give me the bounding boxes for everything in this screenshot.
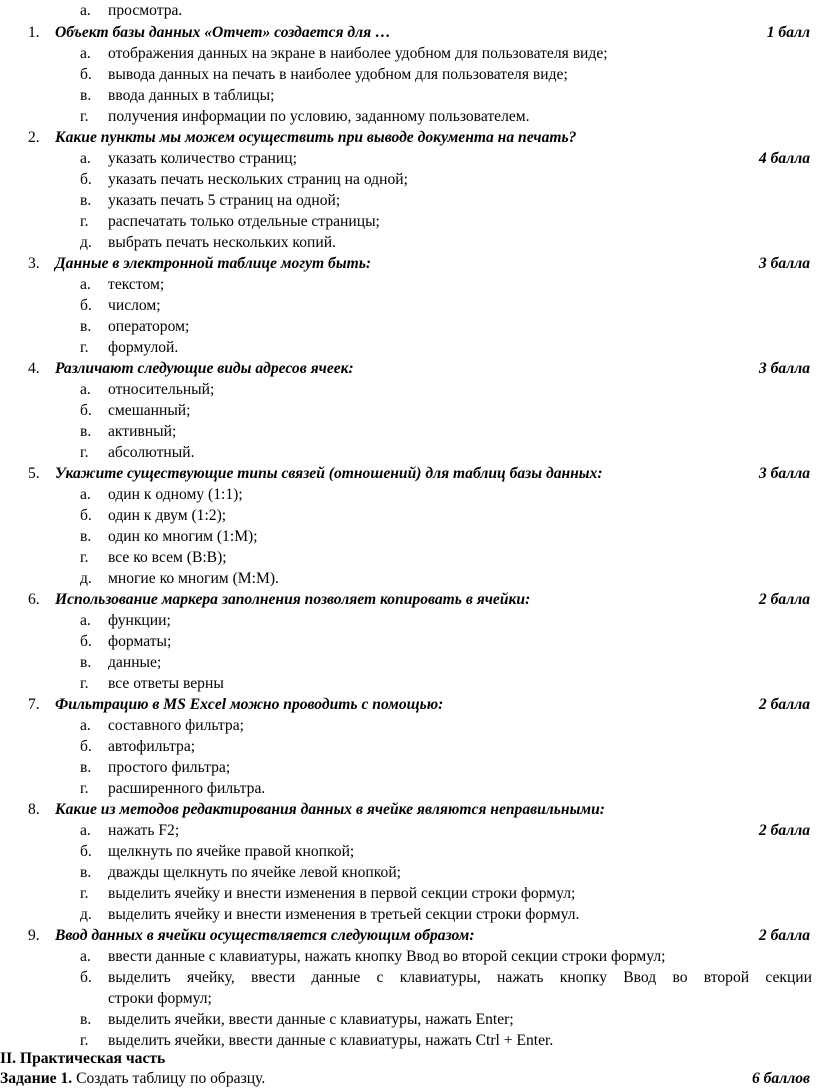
question-number: 7. bbox=[28, 696, 40, 713]
question-number: 1. bbox=[28, 24, 40, 41]
list-item bbox=[0, 526, 816, 547]
question-text: Фильтрацию в MS Excel можно проводить с помощью: bbox=[55, 696, 444, 713]
option-marker: б. bbox=[80, 969, 92, 986]
option-text: отображения данных на экране в наиболее удобном для пользователя виде; bbox=[108, 45, 608, 62]
option-text: все ко всем (В:В); bbox=[108, 549, 227, 566]
list-item bbox=[0, 190, 816, 211]
section-title: II. Практическая часть bbox=[0, 1050, 166, 1067]
list-item bbox=[0, 64, 816, 85]
list-item bbox=[0, 946, 816, 967]
option-marker: г. bbox=[80, 675, 89, 692]
option-text: многие ко многим (М:М). bbox=[108, 570, 279, 587]
list-item bbox=[0, 547, 816, 568]
list-item bbox=[0, 337, 816, 358]
option-text: формулой. bbox=[108, 339, 179, 356]
option-marker: г. bbox=[80, 339, 89, 356]
option-marker: в. bbox=[80, 759, 92, 776]
question-points: 2 балла bbox=[758, 822, 810, 839]
option-marker: а. bbox=[80, 822, 91, 839]
option-text: строки формул; bbox=[108, 990, 212, 1007]
option-marker: д. bbox=[80, 234, 92, 251]
list-item bbox=[0, 316, 816, 337]
option-marker: а. bbox=[80, 948, 91, 965]
option-marker: б. bbox=[80, 66, 92, 83]
question-number: 6. bbox=[28, 591, 40, 608]
option-marker: г. bbox=[80, 549, 89, 566]
question-6 bbox=[0, 589, 816, 610]
list-item bbox=[0, 757, 816, 778]
task-points: 6 баллов bbox=[751, 1070, 810, 1087]
question-text: Данные в электронной таблице могут быть: bbox=[55, 255, 372, 272]
option-marker: а. bbox=[80, 486, 91, 503]
list-item bbox=[0, 610, 816, 631]
list-item bbox=[0, 106, 816, 127]
option-text: ввести данные с клавиатуры, нажать кнопку Ввод во второй секции строки формул; bbox=[108, 948, 666, 965]
list-item bbox=[0, 631, 816, 652]
list-item bbox=[0, 736, 816, 757]
question-number: 5. bbox=[28, 465, 40, 482]
question-text: Какие пункты мы можем осуществить при выводе документа на печать? bbox=[55, 129, 577, 146]
question-points: 2 балла bbox=[758, 591, 810, 608]
option-text: получения информации по условию, заданному пользователем. bbox=[108, 108, 530, 125]
option-marker: в. bbox=[80, 654, 92, 671]
option-text: простого фильтра; bbox=[108, 759, 231, 776]
list-item bbox=[0, 421, 816, 442]
list-item bbox=[0, 442, 816, 463]
option-marker: в. bbox=[80, 87, 92, 104]
option-text: вывода данных на печать в наиболее удобном для пользователя виде; bbox=[108, 66, 568, 83]
option-marker: д. bbox=[80, 906, 92, 923]
option-text: числом; bbox=[108, 297, 161, 314]
option-text: форматы; bbox=[108, 633, 172, 650]
option-marker: в. bbox=[80, 1011, 92, 1028]
question-points: 1 балл bbox=[766, 24, 810, 41]
question-text: Объект базы данных «Отчет» создается для … bbox=[55, 24, 391, 41]
option-marker: д. bbox=[80, 570, 92, 587]
option-text: выбрать печать нескольких копий. bbox=[108, 234, 336, 251]
question-points: 2 балла bbox=[758, 927, 810, 944]
question-points: 3 балла bbox=[758, 255, 810, 272]
option-text: выделить ячейку и внести изменения в третьей секции строки формул. bbox=[108, 906, 580, 923]
list-item bbox=[0, 568, 816, 589]
option-marker: г. bbox=[80, 1032, 89, 1049]
option-marker: б. bbox=[80, 297, 92, 314]
section-heading bbox=[0, 1048, 816, 1069]
option-text: текстом; bbox=[108, 276, 165, 293]
option-marker: а. bbox=[80, 381, 91, 398]
option-marker: б. bbox=[80, 843, 92, 860]
list-item bbox=[0, 43, 816, 64]
option-text: смешанный; bbox=[108, 402, 191, 419]
option-marker: а. bbox=[80, 717, 91, 734]
question-text: Различают следующие виды адресов ячеек: bbox=[55, 360, 354, 377]
question-3 bbox=[0, 253, 816, 274]
question-1 bbox=[0, 22, 816, 43]
option-text: выделить ячейку, ввести данные с клавиатуры, нажать кнопку Ввод во второй секции bbox=[108, 969, 812, 986]
option-marker: г. bbox=[80, 780, 89, 797]
list-item bbox=[0, 967, 816, 988]
list-item bbox=[0, 0, 816, 21]
task-label: Задание 1. bbox=[0, 1070, 73, 1087]
question-points: 4 балла bbox=[758, 150, 810, 167]
list-item bbox=[0, 883, 816, 904]
task-line bbox=[0, 1068, 265, 1089]
option-text: данные; bbox=[108, 654, 162, 671]
list-item bbox=[0, 904, 816, 925]
list-item bbox=[0, 232, 816, 253]
question-points: 3 балла bbox=[758, 465, 810, 482]
question-number: 2. bbox=[28, 129, 40, 146]
option-text: один к двум (1:2); bbox=[108, 507, 227, 524]
option-text: выделить ячейку и внести изменения в первой секции строки формул; bbox=[108, 885, 576, 902]
list-item bbox=[0, 841, 816, 862]
option-marker: а. bbox=[80, 45, 91, 62]
option-marker: б. bbox=[80, 738, 92, 755]
list-item bbox=[0, 1009, 816, 1030]
list-item bbox=[0, 484, 816, 505]
option-text: расширенного фильтра. bbox=[108, 780, 266, 797]
option-text: распечатать только отдельные страницы; bbox=[108, 213, 380, 230]
list-item bbox=[0, 820, 816, 841]
option-text: активный; bbox=[108, 423, 177, 440]
option-marker: а. bbox=[80, 150, 91, 167]
list-item bbox=[0, 169, 816, 190]
option-marker: в. bbox=[80, 192, 92, 209]
task-text: Создать таблицу по образцу. bbox=[72, 1070, 266, 1087]
list-item bbox=[0, 274, 816, 295]
list-item bbox=[0, 211, 816, 232]
list-item-continuation bbox=[0, 988, 816, 1009]
option-marker: а. bbox=[80, 2, 91, 19]
option-text: выделить ячейки, ввести данные с клавиатуры, нажать Ctrl + Enter. bbox=[108, 1032, 554, 1049]
list-item bbox=[0, 295, 816, 316]
question-points: 3 балла bbox=[758, 360, 810, 377]
question-4 bbox=[0, 358, 816, 379]
option-marker: в. bbox=[80, 864, 92, 881]
option-text: абсолютный. bbox=[108, 444, 195, 461]
option-marker: б. bbox=[80, 633, 92, 650]
question-points: 2 балла bbox=[758, 696, 810, 713]
option-text: автофильтра; bbox=[108, 738, 196, 755]
option-marker: в. bbox=[80, 318, 92, 335]
question-number: 4. bbox=[28, 360, 40, 377]
list-item bbox=[0, 400, 816, 421]
option-text: щелкнуть по ячейке правой кнопкой; bbox=[108, 843, 355, 860]
list-item bbox=[0, 505, 816, 526]
option-text: дважды щелкнуть по ячейке левой кнопкой; bbox=[108, 864, 401, 881]
option-text: указать печать нескольких страниц на одной; bbox=[108, 171, 408, 188]
option-marker: г. bbox=[80, 444, 89, 461]
option-text: один ко многим (1:М); bbox=[108, 528, 258, 545]
option-marker: г. bbox=[80, 108, 89, 125]
list-item bbox=[0, 148, 816, 169]
list-item bbox=[0, 778, 816, 799]
option-text: просмотра. bbox=[108, 2, 183, 19]
question-5 bbox=[0, 463, 816, 484]
option-marker: б. bbox=[80, 171, 92, 188]
option-text: указать количество страниц; bbox=[108, 150, 297, 167]
option-marker: г. bbox=[80, 213, 89, 230]
option-text: относительный; bbox=[108, 381, 215, 398]
option-text: выделить ячейки, ввести данные с клавиатуры, нажать Enter; bbox=[108, 1011, 514, 1028]
option-text: составного фильтра; bbox=[108, 717, 244, 734]
task-1 bbox=[0, 1068, 816, 1089]
list-item bbox=[0, 652, 816, 673]
question-text: Укажите существующие типы связей (отношений) для таблиц базы данных: bbox=[55, 465, 603, 482]
option-text: все ответы верны bbox=[108, 675, 224, 692]
question-8 bbox=[0, 799, 816, 820]
question-number: 3. bbox=[28, 255, 40, 272]
list-item bbox=[0, 673, 816, 694]
option-text: указать печать 5 страниц на одной; bbox=[108, 192, 341, 209]
option-marker: б. bbox=[80, 507, 92, 524]
question-text: Ввод данных в ячейки осуществляется следующим образом: bbox=[55, 927, 475, 944]
option-text: функции; bbox=[108, 612, 171, 629]
question-9 bbox=[0, 925, 816, 946]
list-item bbox=[0, 715, 816, 736]
question-text: Использование маркера заполнения позволяет копировать в ячейки: bbox=[55, 591, 531, 608]
option-marker: в. bbox=[80, 423, 92, 440]
question-text: Какие из методов редактирования данных в ячейке являются неправильными: bbox=[55, 801, 605, 818]
option-text: оператором; bbox=[108, 318, 190, 335]
option-text: один к одному (1:1); bbox=[108, 486, 243, 503]
option-text: нажать F2; bbox=[108, 822, 180, 839]
option-marker: в. bbox=[80, 528, 92, 545]
option-marker: г. bbox=[80, 885, 89, 902]
question-7 bbox=[0, 694, 816, 715]
list-item bbox=[0, 862, 816, 883]
option-text: ввода данных в таблицы; bbox=[108, 87, 275, 104]
list-item bbox=[0, 379, 816, 400]
option-marker: а. bbox=[80, 612, 91, 629]
question-number: 8. bbox=[28, 801, 40, 818]
option-marker: а. bbox=[80, 276, 91, 293]
option-marker: б. bbox=[80, 402, 92, 419]
question-2 bbox=[0, 127, 816, 148]
list-item bbox=[0, 85, 816, 106]
question-number: 9. bbox=[28, 927, 40, 944]
